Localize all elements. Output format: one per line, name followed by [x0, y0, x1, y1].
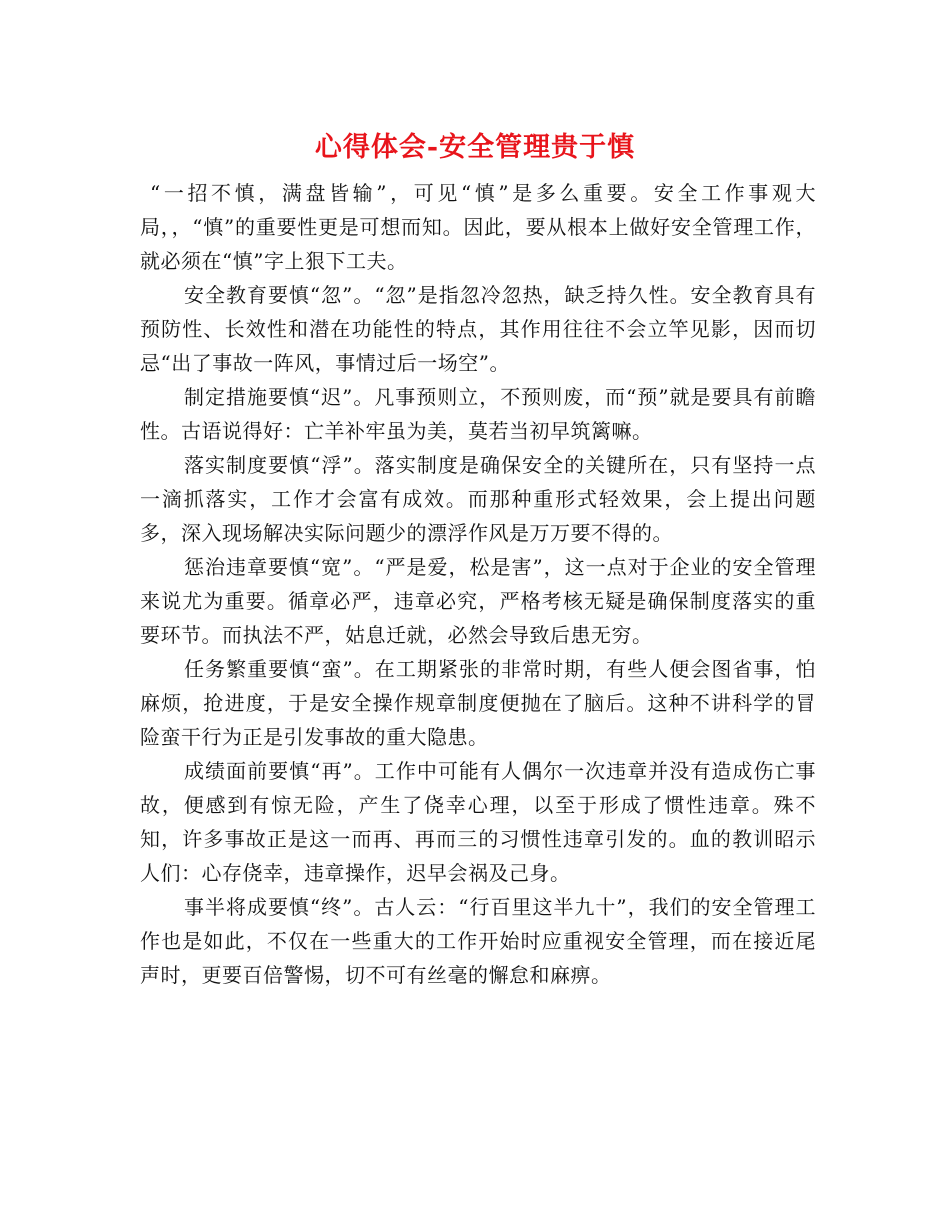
paragraph-heavy-tasks: 任务繁重要慎“蛮”。在工期紧张的非常时期，有些人便会图省事，怕麻烦，抢进度，于是安全操作规章制度便抛在了脑后。这种不讲科学的冒险蛮干行为正是引发事故的重大隐患。: [140, 657, 816, 749]
document-body: [140, 176, 816, 992]
paragraph-implementation: 落实制度要慎“浮”。落实制度是确保安全的关键所在，只有坚持一点一滴抓落实，工作才会富有成效。而那种重形式轻效果，会上提出问题多，深入现场解决实际问题少的漂浮作风是万万要不得的。: [140, 453, 816, 545]
paragraph-intro: “一招不慎，满盘皆输”，可见“慎”是多么重要。安全工作事观大局，，“慎”的重要性更是可想而知。因此，要从根本上做好安全管理工作，就必须在“慎”字上狠下工夫。: [140, 181, 816, 273]
document-title: 心得体会-安全管理贵于慎: [314, 132, 636, 163]
paragraph-completion: 事半将成要慎“终”。古人云：“行百里这半九十”，我们的安全管理工作也是如此，不仅在一些重大的工作开始时应重视安全管理，而在接近尾声时，更要百倍警惕，切不可有丝毫的懈怠和麻痹。: [140, 895, 816, 987]
paragraph-measures: 制定措施要慎“迟”。凡事预则立，不预则废，而“预”就是要具有前瞻性。古语说得好：亡羊补牢虽为美，莫若当初早筑篱嘛。: [140, 385, 816, 443]
paragraph-violations: 惩治违章要慎“宽”。“严是爱，松是害”，这一点对于企业的安全管理来说尤为重要。循章必严，违章必究，严格考核无疑是确保制度落实的重要环节。而执法不严，姑息迁就，必然会导致后患无穷。: [140, 555, 816, 647]
paragraph-achievements: 成绩面前要慎“再”。工作中可能有人偶尔一次违章并没有造成伤亡事故，便感到有惊无险，产生了侥幸心理，以至于形成了惯性违章。殊不知，许多事故正是这一而再、再而三的习惯性违章引发的。血的教训昭示人们：心存侥幸，违章操作，迟早会祸及己身。: [140, 759, 816, 885]
paragraph-education: 安全教育要慎“忽”。“忽”是指忽冷忽热，缺乏持久性。安全教育具有预防性、长效性和潜在功能性的特点，其作用往往不会立竿见影，因而切忌“出了事故一阵风，事情过后一场空”。: [140, 283, 816, 375]
